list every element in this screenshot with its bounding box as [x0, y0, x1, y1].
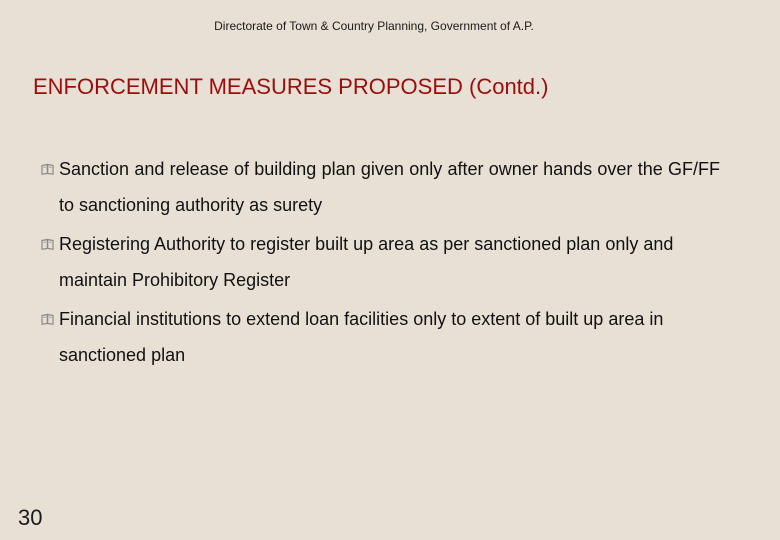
bullet-list [40, 151, 720, 376]
document-header: Directorate of Town & Country Planning, Government of A.P. [214, 19, 534, 33]
book-bullet-icon [41, 238, 54, 250]
bullet-text: Registering Authority to register built up area as per sanctioned plan only and maintain Prohibitory Register [59, 234, 674, 290]
book-bullet-icon [41, 163, 54, 175]
bullet-item [40, 301, 720, 373]
bullet-item [40, 151, 720, 223]
bullet-text: Financial institutions to extend loan facilities only to extent of built up area in sanctioned plan [59, 309, 664, 365]
bullet-item [40, 226, 720, 298]
page-number: 30 [18, 505, 43, 530]
slide-title: ENFORCEMENT MEASURES PROPOSED (Contd.) [33, 74, 549, 99]
bullet-text: Sanction and release of building plan given only after owner hands over the GF/FF to sanctioning authority as surety [59, 159, 720, 215]
book-bullet-icon [41, 313, 54, 325]
